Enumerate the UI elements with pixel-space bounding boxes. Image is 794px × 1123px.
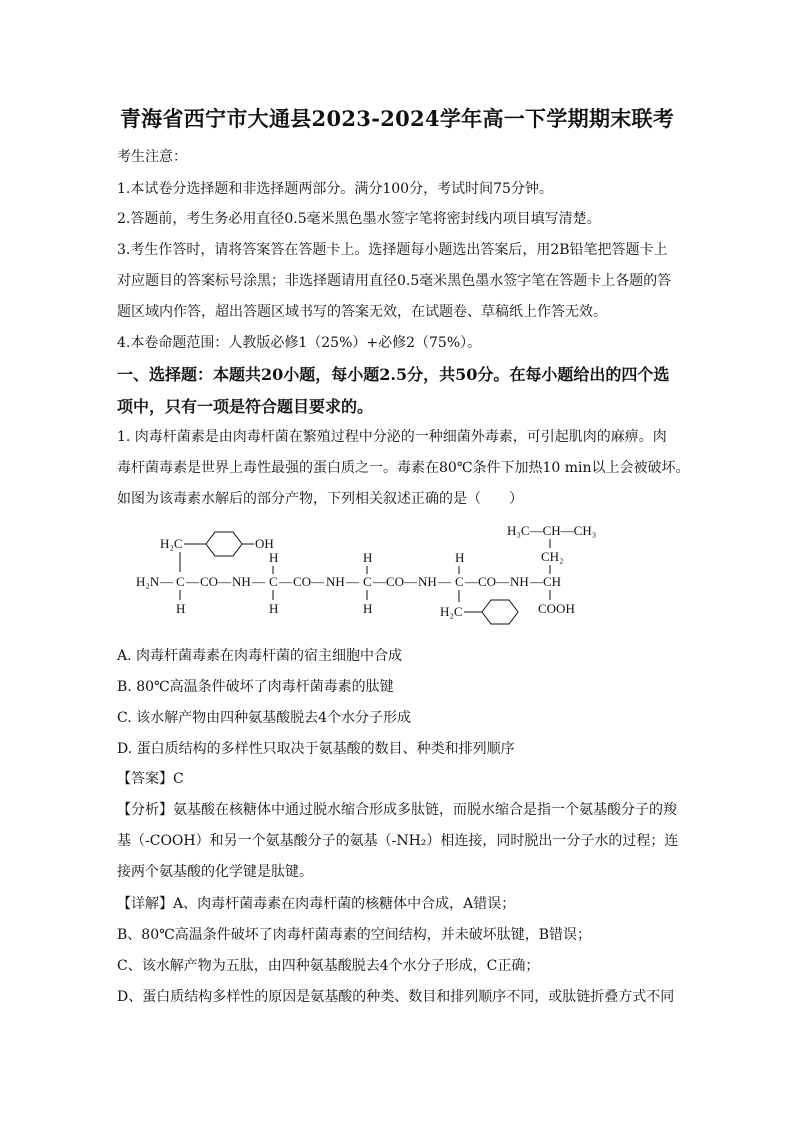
struct-co: CO [200,574,219,589]
notice-item: 2.答题前，考生务必用直径0.5毫米黑色墨水签字笔将密封线内项目填写清楚。 [117,211,601,227]
detail-line: C、该水解产物为五肽，由四种氨基酸脱去4个水分子形成，C正确； [117,958,540,974]
notice-item: 1.本试卷分选择题和非选择题两部分。满分100分，考试时间75分钟。 [117,181,553,197]
struct-dash: — [530,574,543,589]
struct-co: CO [386,574,405,589]
question-stem: 1. 肉毒杆菌素是由肉毒杆菌在繁殖过程中分泌的一种细菌外毒素，可引起肌肉的麻痹。肉 [117,429,667,445]
pentapeptide-structure-diagram [130,520,600,630]
detail-line: 【详解】A、肉毒杆菌毒素在肉毒杆菌的核糖体中合成，A错误； [117,896,516,912]
struct-dash: — [186,574,199,589]
analysis-line: 基（-COOH）和另一个氨基酸分子的氨基（-NH₂）相连接，同时脱出一分子水的过程；连 [117,833,679,849]
struct-h: H [176,601,186,616]
struct-isobutyl: H₃C—CH—CH₃ [507,523,597,538]
struct-ch2: CH₂ [541,549,564,564]
struct-c: C [455,574,464,589]
struct-dash: — [465,574,478,589]
struct-oh: OH [255,536,274,551]
struct-h: H [269,550,279,565]
detail-line: D、蛋白质结构多样性的原因是氨基酸的种类、数目和排列顺序不同，或肽链折叠方式不同 [117,989,675,1005]
struct-nh: NH [510,574,529,589]
option-a: A. 肉毒杆菌毒素在肉毒杆菌的宿主细胞中合成 [117,648,403,664]
struct-dash: — [496,574,509,589]
analysis-line: 【分析】氨基酸在核糖体中通过脱水缩合形成多肽链，而脱水缩合是指一个氨基酸分子的羧 [117,802,677,818]
struct-dash: — [160,574,173,589]
section-heading: 一、选择题：本题共20小题，每小题2.5分，共50分。在每小题给出的四个选 [117,365,670,384]
struct-co: CO [293,574,312,589]
option-b: B. 80℃高温条件破坏了肉毒杆菌毒素的肽键 [117,679,394,695]
struct-h: H [363,550,373,565]
benzene-ring-icon [482,600,518,624]
detail-line: B、80℃高温条件破坏了肉毒杆菌毒素的空间结构，并未破坏肽键，B错误； [117,927,592,943]
struct-nh: NH [232,574,251,589]
struct-dash: — [373,574,386,589]
struct-nh: NH [418,574,437,589]
struct-h: H [363,601,373,616]
struct-h: H [269,601,279,616]
question-stem: 毒杆菌毒素是世界上毒性最强的蛋白质之一。毒素在80℃条件下加热10 min以上会被破坏。 [117,460,690,476]
struct-dash: — [404,574,417,589]
struct-nh: NH [326,574,345,589]
answer: 【答案】C [117,771,184,787]
struct-dash: — [252,574,265,589]
benzene-ring-icon [206,532,242,556]
struct-dash: — [311,574,324,589]
notice-item: 4.本卷命题范围：人教版必修1（25%）+必修2（75%）。 [117,335,482,351]
struct-ch: CH [543,574,562,589]
notice-heading: 考生注意： [117,149,187,165]
struct-co: CO [478,574,497,589]
struct-c: C [269,574,278,589]
analysis-line: 接两个氨基酸的化学键是肽键。 [117,864,313,880]
option-c: C. 该水解产物由四种氨基酸脱去4个水分子形成 [117,710,412,726]
struct-h2c: H₂C [160,536,183,551]
section-heading: 项中，只有一项是符合题目要求的。 [117,397,374,416]
option-d: D. 蛋白质结构的多样性只取决于氨基酸的数目、种类和排列顺序 [117,741,515,757]
struct-dash: — [279,574,292,589]
notice-item: 3.考生作答时，请将答案答在答题卡上。选择题每小题选出答案后，用2B铅笔把答题卡上 [117,242,668,258]
struct-h2c: H₂C [440,604,463,619]
struct-h: H [455,550,465,565]
struct-c: C [363,574,372,589]
struct-cooh: COOH [538,601,575,616]
struct-dash: — [438,574,451,589]
struct-c: C [176,574,185,589]
notice-item: 题区域内作答，超出答题区域书写的答案无效，在试题卷、草稿纸上作答无效。 [117,304,607,320]
notice-item: 对应题目的答案标号涂黑；非选择题请用直径0.5毫米黑色墨水签字笔在答题卡上各题的答 [117,273,672,289]
struct-dash: — [346,574,359,589]
document-title: 青海省西宁市大通县2023-2024学年高一下学期期末联考 [119,106,675,131]
struct-dash: — [218,574,231,589]
struct-h2n: H₂N [136,574,160,589]
question-stem: 如图为该毒素水解后的部分产物，下列相关叙述正确的是（ ） [117,491,523,507]
